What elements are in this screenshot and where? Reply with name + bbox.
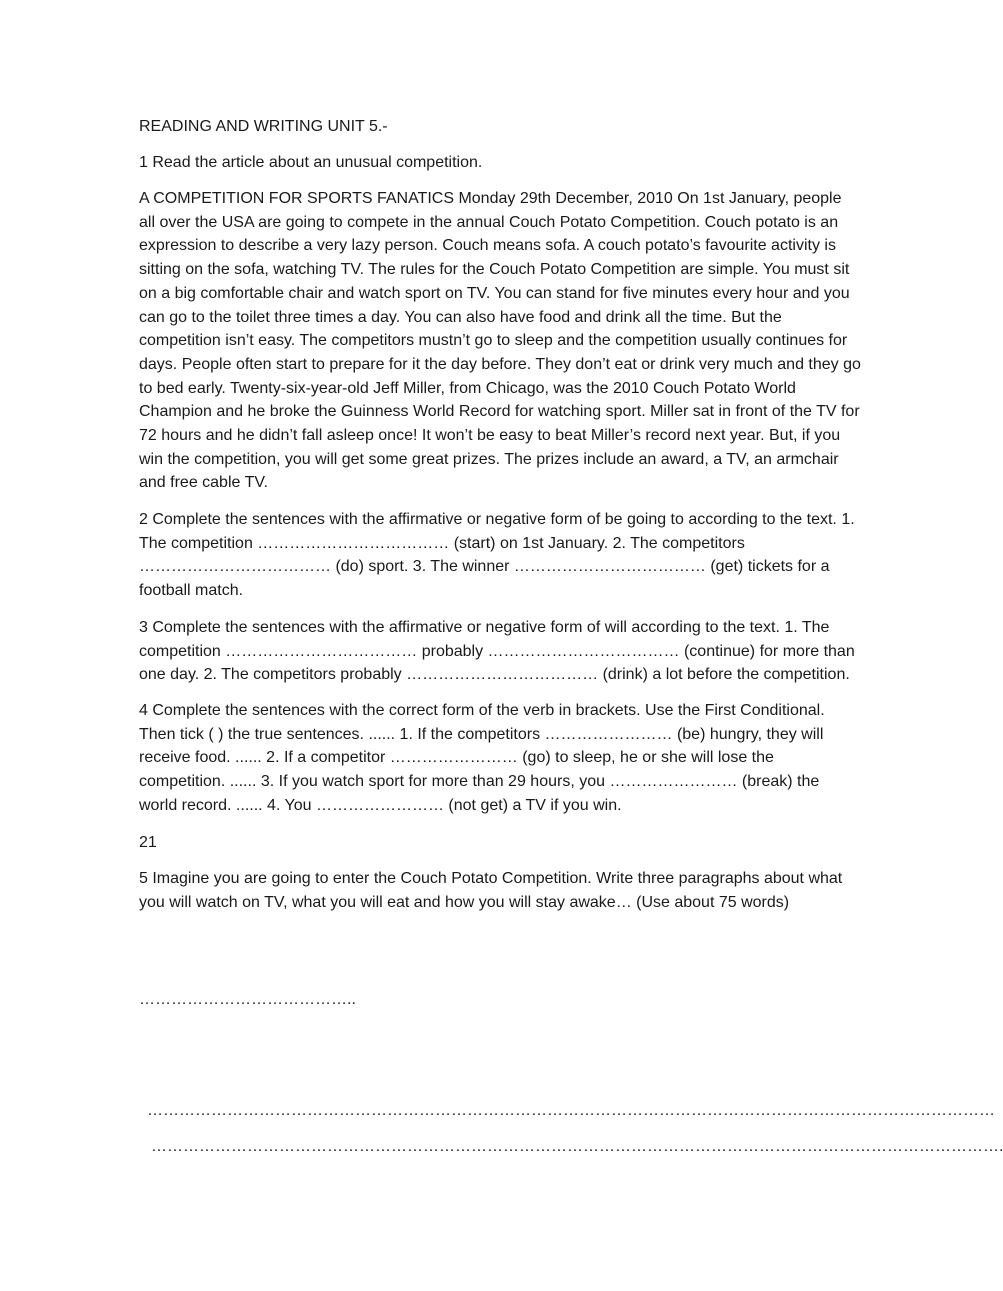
article-text: A COMPETITION FOR SPORTS FANATICS Monday 29th December, 2010 On 1st January, people all over the USA are going to compete in the annual Couch Potato Competition. Couch potato is an expression to describe a very lazy person. Couch means sofa. A couch potato’s favourite activity is sitting on the sofa, watching TV. The rules for the Couch Potato Competition are simple. You must sit on a big comfortable chair and watch sport on TV. You can stand for five minutes every hour and you can go to the toilet three times a day. You can also have food and drink all the time. But the competition isn’t easy. The competitors mustn’t go to sleep and the competition usually continues for days. People often start to prepare for it the day before. They don’t eat or drink very much and they go to bed early. Twenty-six-year-old Jeff Miller, from Chicago, was the 2010 Couch Potato World Champion and he broke the Guinness World Record for watching sport. Miller sat in front of the TV for 72 hours and he didn’t fall asleep once! It won’t be easy to beat Miller’s record next year. But, if you win the competition, you will get some great prizes. The prizes include an award, a TV, an armchair and free cable TV.: [139, 190, 861, 492]
worksheet-title: READING AND WRITING UNIT 5.-: [139, 118, 388, 135]
exercise-5-text: 5 Imagine you are going to enter the Couch Potato Competition. Write three paragraphs about what you will watch on TV, what you will eat and how you will stay awake… (Use about 75 words): [139, 870, 843, 911]
answer-line-2: …………………………………………………………………………………………………………………………………………….: [151, 1138, 1003, 1155]
exercise-3-text: 3 Complete the sentences with the affirmative or negative form of will according to the text. 1. The competition ……………………………… probably ……………………………… (continue) for more than one day. 2. The competitors probably ……………………………… (drink) a lot before the competition.: [139, 619, 855, 684]
exercise-2-text: 2 Complete the sentences with the affirmative or negative form of be going to according to the text. 1. The competition ……………………………… (start) on 1st January. 2. The competitors ……………………………… (do) sport. 3. The winner ……………………………… (get) tickets for a football match.: [139, 511, 855, 600]
answer-line-short: …………………………………..: [139, 991, 356, 1008]
exercise-1-instruction: 1 Read the article about an unusual competition.: [139, 154, 483, 171]
answer-line-1: ……………………………………………………………………………………………………………………………………………: [147, 1102, 995, 1119]
exercise-4-text: 4 Complete the sentences with the correct form of the verb in brackets. Use the First Conditional. Then tick ( ) the true sentences. ...... 1. If the competitors …………………… (be) hungry, they will receive food. ...... 2. If a competitor …………………… (go) to sleep, he or she will lose the competition. ...... 3. If you watch sport for more than 29 hours, you …………………… (break) the world record. ...... 4. You …………………… (not get) a TV if you win.: [139, 702, 825, 814]
page-number: 21: [139, 834, 157, 851]
